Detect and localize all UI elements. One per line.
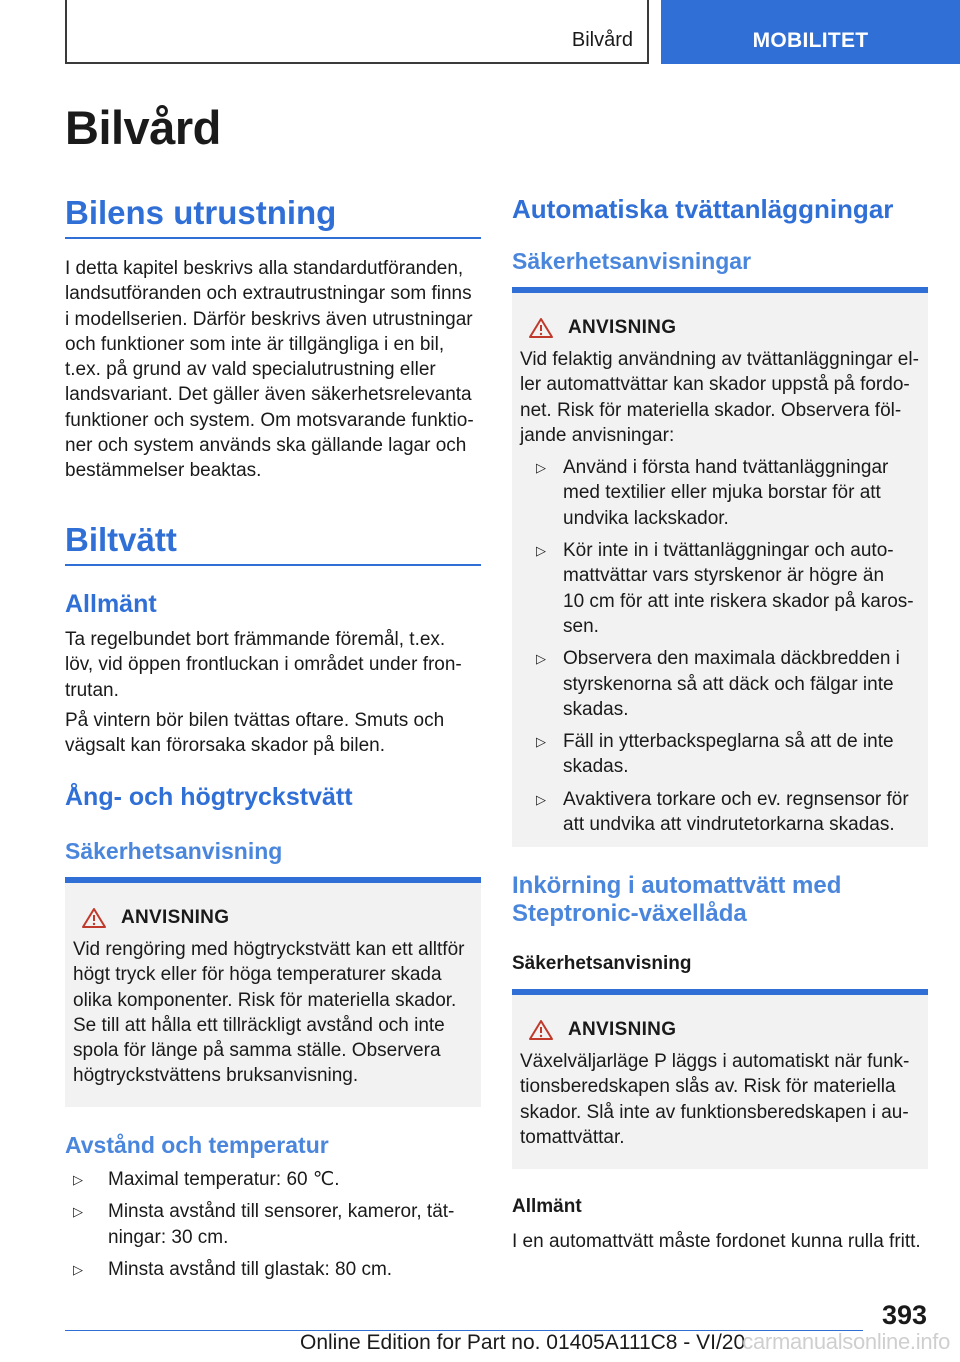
warning-box: [65, 877, 481, 1107]
heading-safety-notes: Säkerhetsanvisningar: [512, 248, 752, 274]
warning-text: Vid rengöring med högtryckstvätt kan ett alltför högt tryck eller för höga temperaturer skada olika komponenter. Risk för materiella skador. Se till att hålla ett tillräckligt avstånd och inte spola för länge på samma ställe. Observera högtryckstvättens bruksanvisning.: [73, 939, 465, 1087]
list-item: ▷ Avaktivera torkare och ev. regnsensor för att undvika att vindrutetorkarna skadas.: [536, 788, 909, 836]
triangle-bullet-icon: ▷: [73, 1172, 83, 1187]
heading-automatic-wash: Automatiska tvättanläggningar: [512, 194, 894, 224]
footer-edition: Online Edition for Part no. 01405A111C8 - VI/20: [300, 1331, 746, 1354]
triangle-bullet-icon: ▷: [73, 1261, 83, 1277]
warning-title: ANVISNING: [73, 907, 473, 929]
list-item: ▷ Fäll in ytterbackspeglarna så att de inte skadas.: [536, 731, 894, 778]
heading-safety-note-steptronic: Säkerhetsanvisning: [512, 953, 692, 974]
page-title: Bilvård: [65, 101, 221, 154]
list-item: ▷ Minsta avstånd till sensorer, kameror, tät‐ ningar: 30 cm.: [73, 1201, 455, 1248]
heading-steam-wash: Ång- och högtryckstvätt: [65, 783, 353, 811]
warning-box-steptronic: [512, 989, 928, 1169]
list-item: ▷ Kör inte in i tvättanläggningar och auto‐ mattvättar vars styrskenor är högre än 10 cm för att inte riskera skador på karos‐ sen.: [536, 540, 914, 637]
header-section-label: Bilvård: [571, 29, 633, 51]
heading-general-right: Allmänt: [512, 1196, 582, 1217]
warning-triangle-icon: [528, 1019, 554, 1041]
warning-title: ANVISNING: [520, 1019, 920, 1041]
distance-list: [65, 1160, 481, 1282]
equipment-paragraph: I detta kapitel beskrivs alla standardutföranden, landsutföranden och extrautrustningar som finns i modellserien. Därför beskrivs även utrustningar och funktioner som inte är tillgängliga i en bil, t.ex. på grund av vald specialutrustning eller landsvariant. Det gäller även säkerhetsrelevanta funktioner och system. Om motsvarande funktio‐ ner och system används ska gällande lagar och bestämmelser beaktas.: [65, 258, 474, 482]
warning-title: ANVISNING: [520, 317, 920, 339]
heading-distance-temperature: Avstånd och temperatur: [65, 1132, 329, 1158]
page-number: 393: [881, 1300, 927, 1330]
warning-text: Växelväljarläge P läggs i automatiskt när funk‐ tionsberedskapen slås av. Risk för materiella skador. Slå inte av funktionsberedskapen i au‐ tomattvättar.: [520, 1051, 910, 1148]
triangle-bullet-icon: ▷: [73, 1204, 83, 1220]
watermark: carmanualsonline.info: [742, 1329, 950, 1354]
heading-carwash: Biltvätt: [65, 520, 481, 566]
general-paragraph-right: I en automattvätt måste fordonet kunna rulla fritt.: [512, 1231, 921, 1252]
triangle-bullet-icon: ▷: [536, 791, 546, 807]
list-item: ▷ Maximal temperatur: 60 ℃.: [65, 1167, 481, 1192]
heading-safety-note: Säkerhetsanvisning: [65, 838, 283, 864]
warning-text: Vid felaktig användning av tvättanläggningar el‐ ler automattvättar kan skador uppstå på fordo‐ net. Risk för materiella skador. Observera föl‐ jande anvisningar:: [520, 349, 919, 446]
triangle-bullet-icon: ▷: [536, 734, 546, 750]
list-item: ▷ Använd i första hand tvättanläggningar med textilier eller mjuka borstar för att undvika lackskador.: [536, 457, 889, 529]
triangle-bullet-icon: ▷: [536, 460, 546, 476]
warning-list: [520, 455, 920, 837]
heading-equipment: Bilens utrustning: [65, 193, 481, 239]
heading-general: Allmänt: [65, 590, 157, 618]
general-paragraph-1: Ta regelbundet bort främmande föremål, t.ex. löv, vid öppen frontluckan i området under fron‐ trutan.: [65, 629, 462, 701]
list-item: ▷ Observera den maximala däckbredden i styrskenorna så att däck och fälgar inte skadas.: [536, 648, 900, 720]
list-item: ▷ Minsta avstånd till glastak: 80 cm.: [65, 1257, 481, 1282]
header-chapter-tab: [661, 0, 960, 64]
triangle-bullet-icon: ▷: [536, 543, 546, 559]
general-paragraph-2: På vintern bör bilen tvättas oftare. Smuts och vägsalt kan förorsaka skador på bilen.: [65, 710, 445, 757]
header-section-tab: [65, 0, 649, 64]
triangle-bullet-icon: ▷: [536, 651, 546, 667]
warning-triangle-icon: [528, 317, 554, 339]
warning-box-automatic: [512, 287, 928, 847]
warning-triangle-icon: [81, 907, 107, 929]
heading-steptronic: Inkörning i automattvätt med Steptronic-växellåda: [512, 872, 842, 927]
header-chapter-label: MOBILITET: [752, 29, 869, 52]
